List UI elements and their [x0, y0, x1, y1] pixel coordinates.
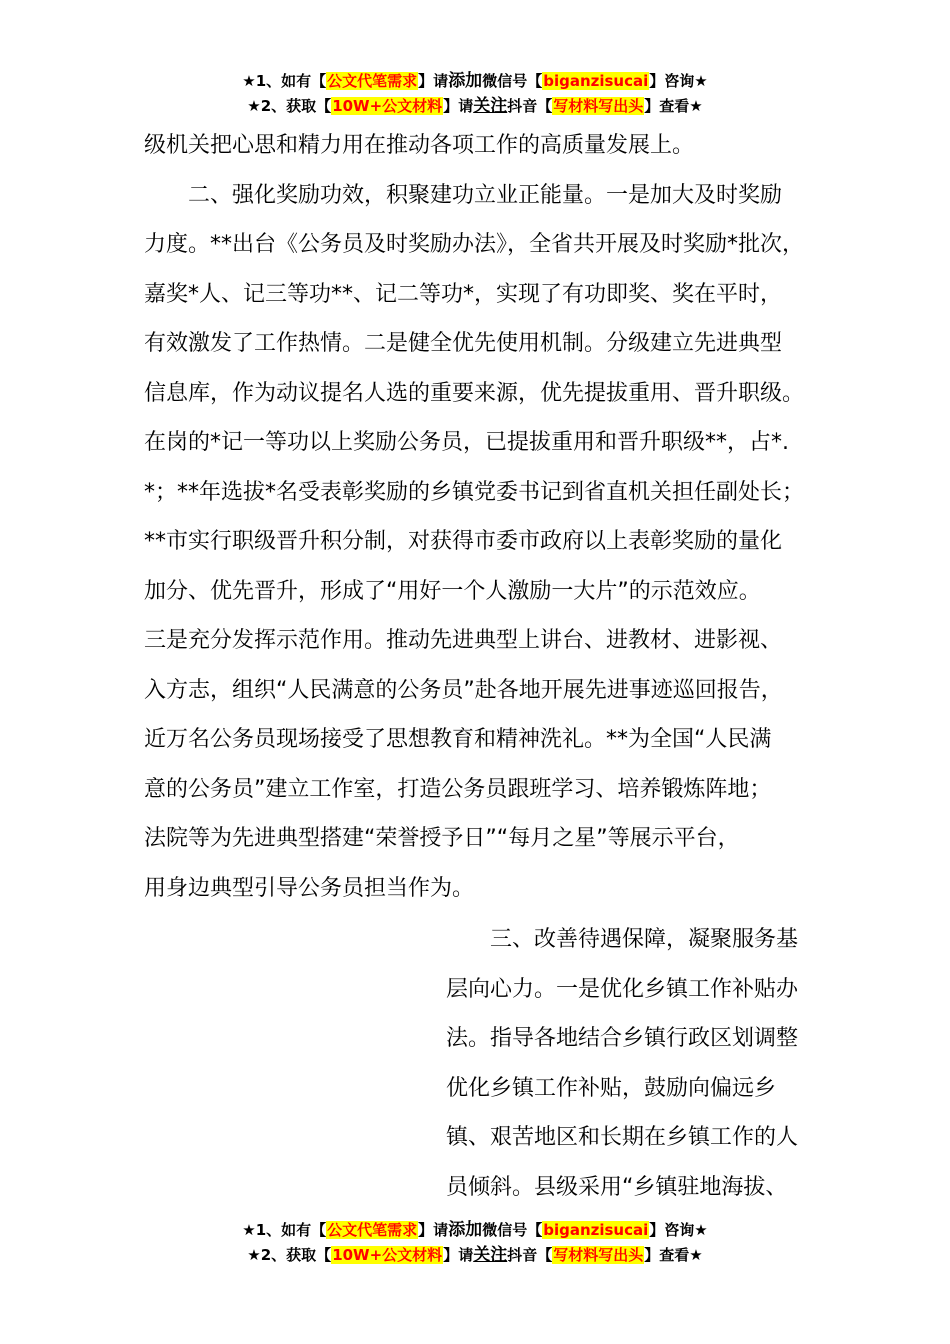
body-line: 近万名公务员现场接受了思想教育和精神洗礼。**为全国“人民满	[144, 727, 772, 752]
document-body	[144, 121, 834, 913]
banner-2-mid: 】请	[443, 97, 474, 115]
footer-2-mid2: 抖音【	[507, 1246, 553, 1264]
banner-1-prefix: ★1、如有【	[242, 72, 327, 90]
banner-1-highlight-service: 公文代笔需求	[327, 72, 418, 90]
section-three-line: 镇、艰苦地区和长期在乡镇工作的人	[446, 1125, 799, 1150]
banner-2-highlight-materials: 10W+公文材料	[332, 97, 443, 115]
footer-2-prefix: ★2、获取【	[247, 1246, 332, 1264]
banner-2-emph: 关注	[473, 96, 508, 116]
footer-2-highlight-materials: 10W+公文材料	[332, 1246, 443, 1264]
banner-1-highlight-wechat: biganzisucai	[543, 72, 649, 90]
footer-1-emph: 添加	[448, 1220, 483, 1240]
section-three-line: 层向心力。一是优化乡镇工作补贴办	[446, 976, 799, 1002]
section-three-paragraph	[446, 915, 826, 1212]
section-three-line: 优化乡镇工作补贴，鼓励向偏远乡	[446, 1075, 777, 1101]
body-line: 入方志，组织“人民满意的公务员”赴各地开展先进事迹巡回报告，	[144, 677, 783, 703]
banner-1-mid: 】请	[418, 72, 449, 90]
body-line: 用身边典型引导公务员担当作为。	[144, 875, 475, 901]
body-line: 信息库，作为动议提名人选的重要来源，优先提拔重用、晋升职级。	[144, 380, 805, 406]
footer-2-emph: 关注	[473, 1245, 508, 1265]
body-line: 法院等为先进典型搭建“荣誉授予日”“每月之星”等展示平台，	[144, 826, 740, 851]
body-line: 在岗的*记一等功以上奖励公务员，已提拔重用和晋升职级**，占*.	[144, 430, 789, 455]
body-line: 力度。**出台《公务员及时奖励办法》，全省共开展及时奖励*批次，	[144, 232, 805, 257]
section-three-line: 三、改善待遇保障，凝聚服务基	[446, 927, 799, 952]
body-line: 二、强化奖励功效，积聚建功立业正能量。一是加大及时奖励	[144, 182, 783, 208]
banner-2-suffix: 】查看★	[644, 97, 703, 115]
footer-banner-line-1	[0, 1218, 950, 1242]
footer-2-suffix: 】查看★	[644, 1246, 703, 1264]
section-three-line: 员倾斜。县级采用“乡镇驻地海拔、	[446, 1174, 788, 1200]
footer-2-mid: 】请	[443, 1246, 474, 1264]
body-line: **市实行职级晋升积分制，对获得市委市政府以上表彰奖励的量化	[144, 529, 783, 554]
banner-1-emph: 添加	[448, 71, 483, 91]
banner-2-prefix: ★2、获取【	[247, 97, 332, 115]
banner-2-highlight-douyin: 写材料写出头	[553, 97, 644, 115]
footer-1-prefix: ★1、如有【	[242, 1221, 327, 1239]
body-line: 三是充分发挥示范作用。推动先进典型上讲台、进教材、进影视、	[144, 628, 783, 653]
body-line: *；**年选拔*名受表彰奖励的乡镇党委书记到省直机关担任副处长；	[144, 479, 805, 505]
banner-1-suffix: 】咨询★	[649, 72, 708, 90]
footer-1-highlight-service: 公文代笔需求	[327, 1221, 418, 1239]
footer-banner-line-2	[0, 1243, 950, 1267]
header-banner-line-1	[0, 69, 950, 93]
header-banner-line-2	[0, 94, 950, 118]
banner-1-mid2: 微信号【	[482, 72, 543, 90]
footer-2-highlight-douyin: 写材料写出头	[553, 1246, 644, 1264]
body-line: 嘉奖*人、记三等功**、记二等功*，实现了有功即奖、奖在平时，	[144, 281, 783, 307]
body-line: 级机关把心思和精力用在推动各项工作的高质量发展上。	[144, 133, 695, 158]
footer-1-highlight-wechat: biganzisucai	[543, 1221, 649, 1239]
body-line: 有效激发了工作热情。二是健全优先使用机制。分级建立先进典型	[144, 331, 783, 356]
body-line: 加分、优先晋升，形成了“用好一个人激励一大片”的示范效应。	[144, 578, 761, 604]
footer-1-mid: 】请	[418, 1221, 449, 1239]
banner-2-mid2: 抖音【	[507, 97, 553, 115]
section-three-line: 法。指导各地结合乡镇行政区划调整	[446, 1026, 799, 1051]
body-line: 意的公务员”建立工作室，打造公务员跟班学习、培养锻炼阵地；	[144, 776, 772, 802]
footer-1-mid2: 微信号【	[482, 1221, 543, 1239]
footer-1-suffix: 】咨询★	[649, 1221, 708, 1239]
